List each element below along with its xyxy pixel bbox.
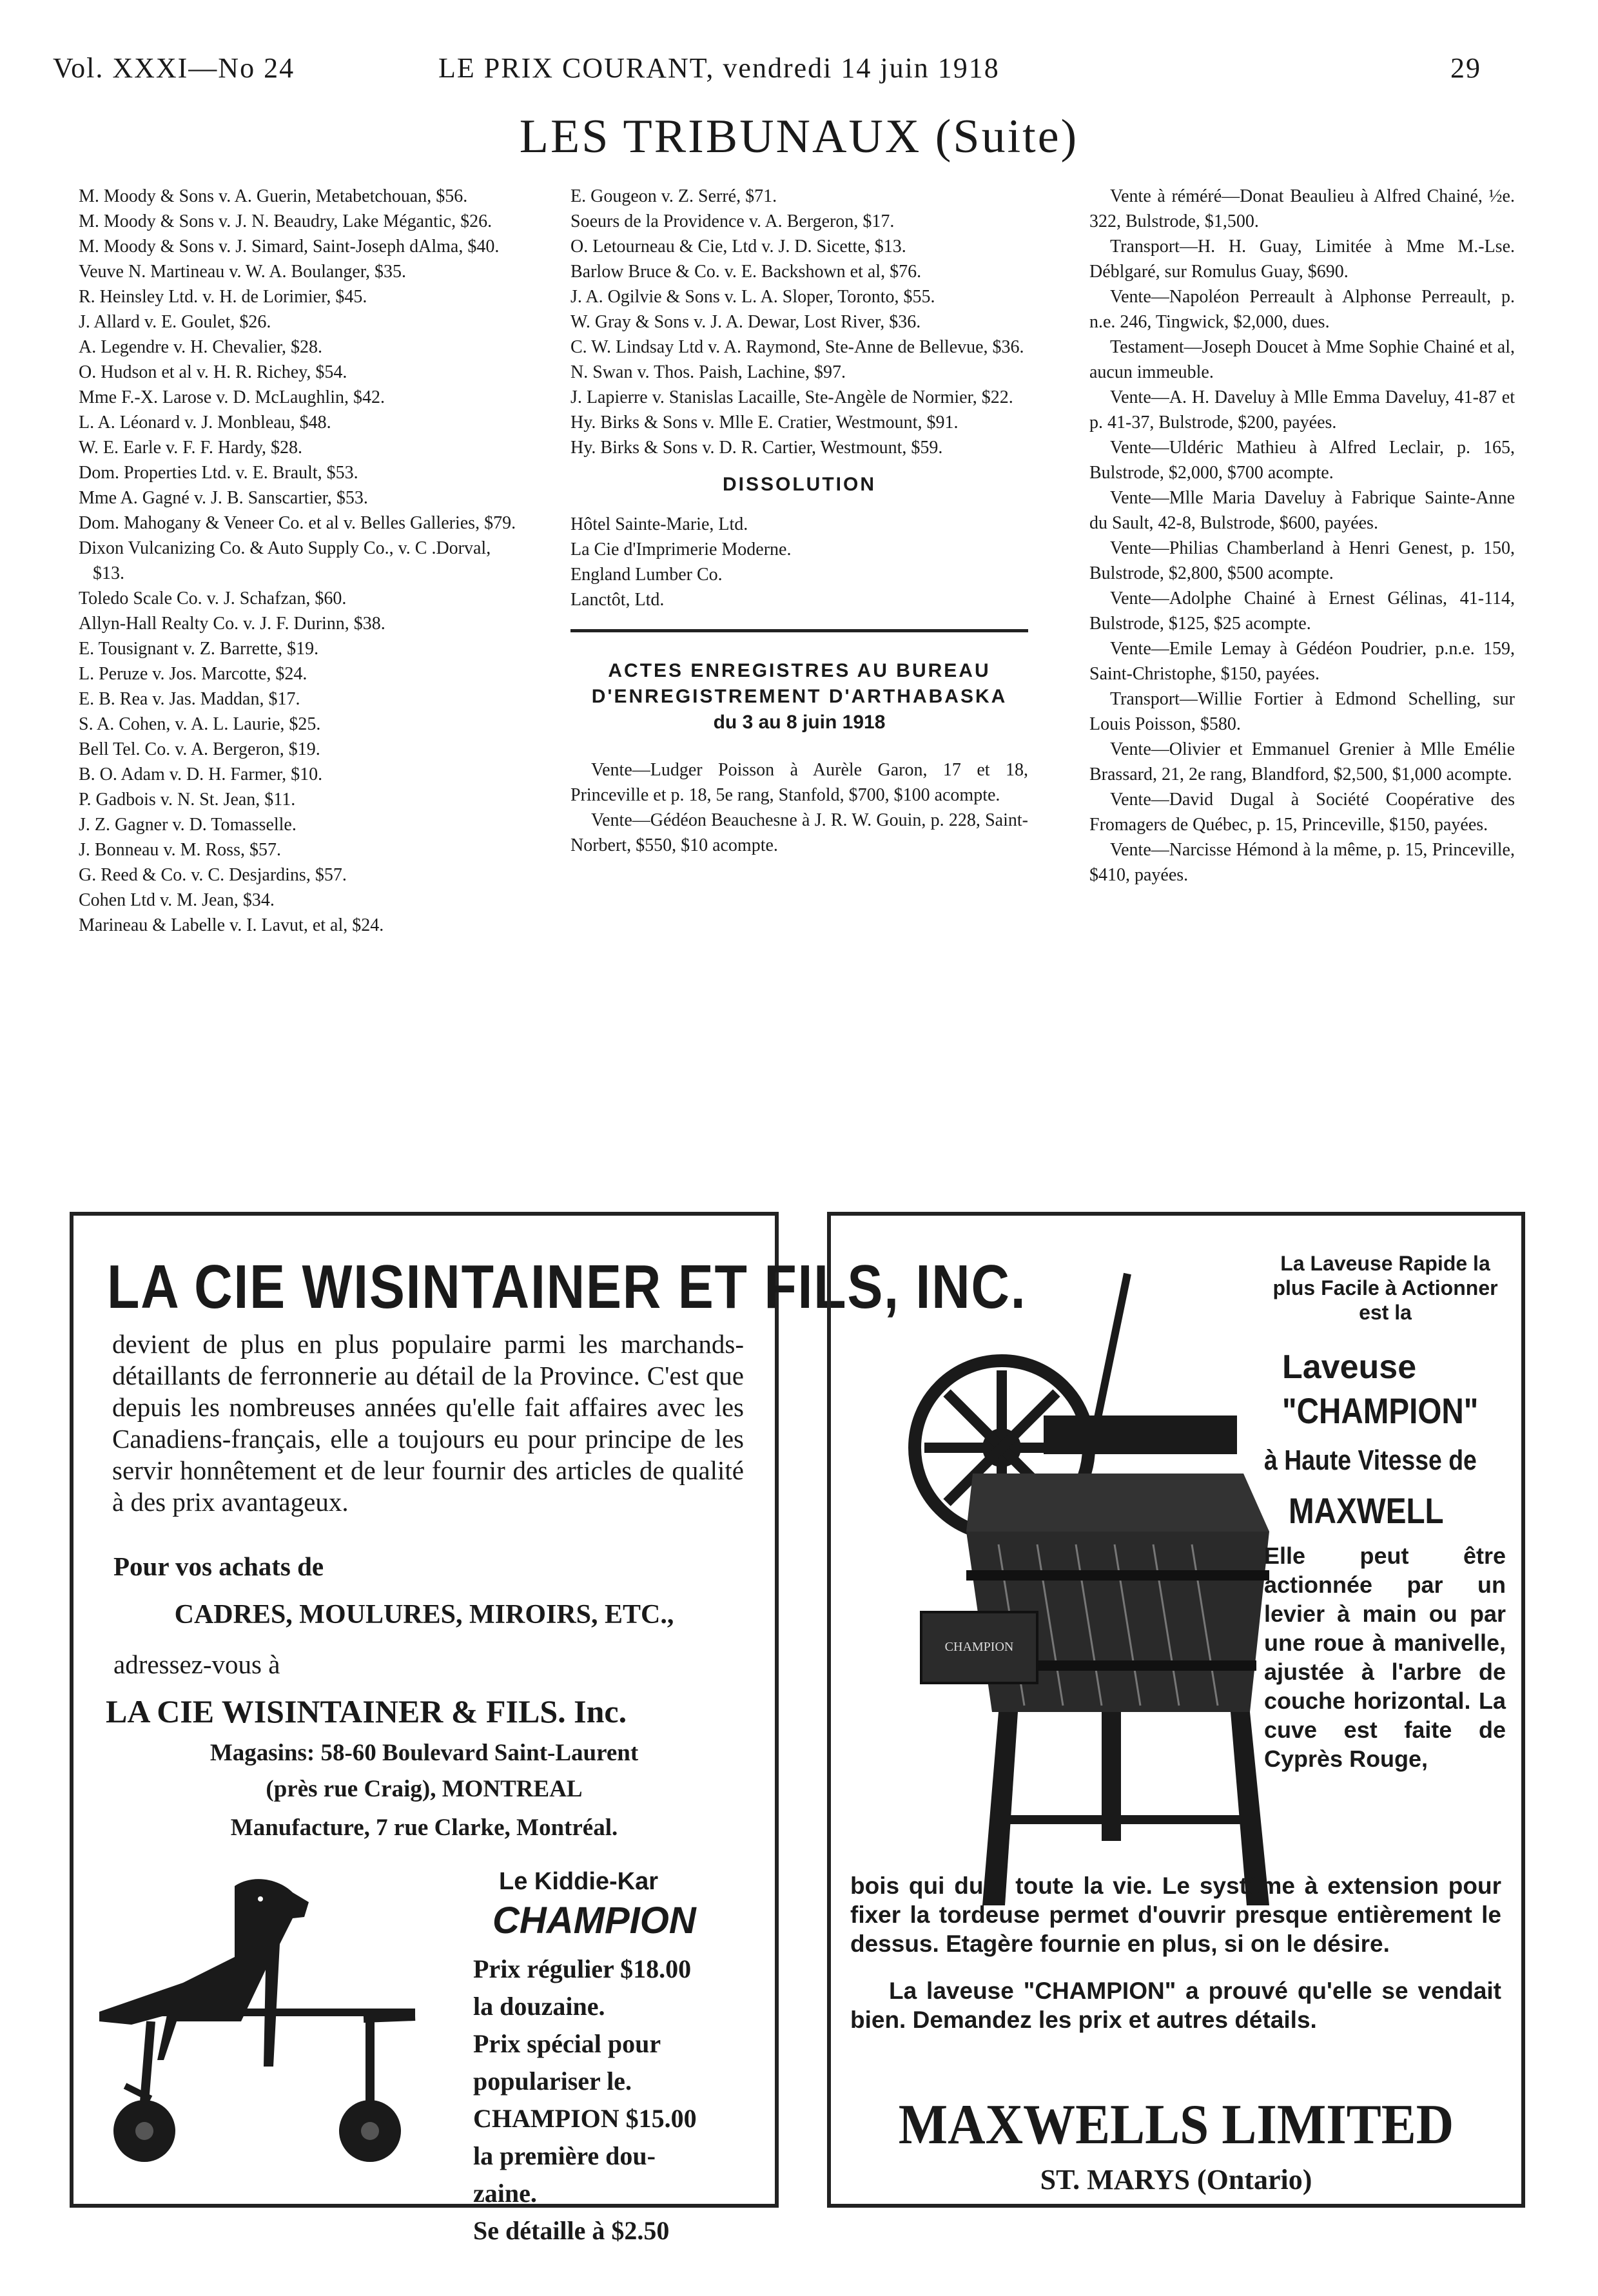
dissolution-entry: Lanctôt, Ltd. <box>570 590 665 610</box>
case-entry: Toledo Scale Co. v. J. Schafzan, $60. <box>79 589 347 608</box>
dissolution-entry: La Cie d'Imprimerie Moderne. <box>570 540 792 559</box>
laveuse-word: Laveuse <box>1282 1348 1417 1386</box>
column-1-cases <box>79 184 517 938</box>
case-entry: B. O. Adam v. D. H. Farmer, $10. <box>79 764 323 784</box>
maxwell-ad <box>827 1212 1525 2208</box>
champion-brand: CHAMPION <box>492 1900 696 1941</box>
description-side: Elle peut être actionnée par un levier à main ou par une roue à manivelle, ajustée à l'arbre de couche horizontal. La cuve est faite de Cyprès Rouge, <box>1264 1542 1506 1772</box>
acte-entry: Vente—Gédéon Beauchesne à J. R. W. Gouin, p. 228, Saint-Norbert, $550, $10 acompte. <box>570 810 1028 855</box>
case-entry: J. Bonneau v. M. Ross, $57. <box>79 840 281 860</box>
maxwell-word: MAXWELL <box>1289 1490 1444 1531</box>
case-entry: J. Lapierre v. Stanislas Lacaille, Ste-Angèle de Normier, $22. <box>570 387 1013 407</box>
case-entry: Dom. Properties Ltd. v. E. Brault, $53. <box>79 463 358 483</box>
wisintainer-ad <box>70 1212 1027 2245</box>
case-entry: Mme F.-X. Larose v. D. McLaughlin, $42. <box>79 387 385 407</box>
case-entry: J. Z. Gagner v. D. Tomasselle. <box>79 815 297 835</box>
case-entry: Hy. Birks & Sons v. D. R. Cartier, Westmount, $59. <box>570 438 943 458</box>
case-entry: Dixon Vulcanizing Co. & Auto Supply Co., v. C .Dorval, $13. <box>79 538 491 583</box>
case-entry: P. Gadbois v. N. St. Jean, $11. <box>79 790 296 810</box>
case-entry: G. Reed & Co. v. C. Desjardins, $57. <box>79 865 347 885</box>
page-title: LES TRIBUNAUX (Suite) <box>519 110 1079 163</box>
column-2 <box>570 184 1028 858</box>
regular-price: Prix régulier $18.00 <box>473 1954 692 1983</box>
popularize: populariser le. <box>473 2067 632 2096</box>
column-3-actes <box>1089 184 1515 888</box>
company-name: LA CIE WISINTAINER & FILS. Inc. <box>106 1693 627 1729</box>
actes-list <box>570 757 1028 858</box>
acte-entry: Vente à réméré—Donat Beaulieu à Alfred Chainé, ½e. 322, Bulstrode, $1,500. <box>1089 186 1515 231</box>
dissolution-entry: Hôtel Sainte-Marie, Ltd. <box>570 514 748 534</box>
ad-headline: LA CIE WISINTAINER ET FILS, INC. <box>107 1252 1027 1321</box>
acte-entry: Vente—Philias Chamberland à Henri Genest, p. 150, Bulstrode, $2,800, $500 acompte. <box>1089 538 1515 583</box>
store-location: (près rue Craig), MONTREAL <box>266 1776 583 1802</box>
kiddie-kar-title: Le Kiddie-Kar <box>499 1868 659 1895</box>
volume-number: Vol. XXXI—No 24 <box>53 52 295 84</box>
acte-entry: Transport—H. H. Guay, Limitée à Mme M.-Lse. Déblgaré, sur Romulus Guay, $690. <box>1089 237 1515 282</box>
dissolution-heading: DISSOLUTION <box>722 474 876 495</box>
company-city: ST. MARYS (Ontario) <box>1040 2164 1312 2195</box>
case-entry: A. Legendre v. H. Chevalier, $28. <box>79 337 323 357</box>
case-entry: Dom. Mahogany & Veneer Co. et al v. Belles Galleries, $79. <box>79 513 516 533</box>
acte-entry: Vente—Olivier et Emmanuel Grenier à Mlle Emélie Brassard, 21, 2e rang, Blandford, $2,500, $1,000 acompte. <box>1089 739 1515 784</box>
actes-dates: du 3 au 8 juin 1918 <box>713 712 886 733</box>
special-price: Prix spécial pour <box>473 2029 661 2058</box>
case-entry: O. Hudson et al v. H. R. Richey, $54. <box>79 362 347 382</box>
case-entry: Cohen Ltd v. M. Jean, $34. <box>79 890 275 910</box>
champion-price: CHAMPION $15.00 <box>473 2104 697 2133</box>
case-entry: J. Allard v. E. Goulet, $26. <box>79 312 271 332</box>
acte-entry: Vente—David Dugal à Société Coopérative des Fromagers de Québec, p. 15, Princeville, $150, payées. <box>1089 790 1515 835</box>
case-entry: J. A. Ogilvie & Sons v. L. A. Sloper, Toronto, $55. <box>570 287 935 307</box>
case-entry: M. Moody & Sons v. A. Guerin, Metabetchouan, $56. <box>79 186 468 206</box>
case-entry: M. Moody & Sons v. J. Simard, Saint-Joseph dAlma, $40. <box>79 237 500 257</box>
drum-label: CHAMPION <box>944 1640 1014 1654</box>
factory-address: Manufacture, 7 rue Clarke, Montréal. <box>230 1814 618 1841</box>
acte-entry: Transport—Willie Fortier à Edmond Schelling, sur Louis Poisson, $580. <box>1089 689 1515 734</box>
product-list: CADRES, MOULURES, MIROIRS, ETC., <box>174 1600 674 1630</box>
haute-vitesse: à Haute Vitesse de <box>1264 1445 1477 1476</box>
acte-entry: Vente—Uldéric Mathieu à Alfred Leclair, p. 165, Bulstrode, $2,000, $700 acompte. <box>1089 438 1515 483</box>
acte-entry: Vente—Narcisse Hémond à la même, p. 15, Princeville, $410, payées. <box>1089 840 1515 885</box>
company-name: MAXWELLS LIMITED <box>898 2094 1454 2156</box>
acte-entry: Vente—Mlle Maria Daveluy à Fabrique Sainte-Anne du Sault, 42-8, Bulstrode, $600, payées. <box>1089 488 1515 533</box>
acte-entry: Testament—Joseph Doucet à Mme Sophie Chainé et al, aucun immeuble. <box>1089 337 1515 382</box>
case-entry: Allyn-Hall Realty Co. v. J. F. Durinn, $38. <box>79 614 385 634</box>
case-entry: Hy. Birks & Sons v. Mlle E. Cratier, Westmount, $91. <box>570 413 959 433</box>
column-2-cases <box>570 184 1028 460</box>
dozen-end: zaine. <box>473 2179 537 2208</box>
page-number: 29 <box>1450 52 1481 84</box>
first-dozen: la première dou- <box>473 2141 656 2170</box>
case-entry: L. Peruze v. Jos. Marcotte, $24. <box>79 664 307 684</box>
description-final: La laveuse "CHAMPION" a prouvé qu'elle se vendait bien. Demandez les prix et autres détails. <box>850 1978 1501 2033</box>
store-address: Magasins: 58-60 Boulevard Saint-Laurent <box>209 1740 639 1766</box>
dissolution-list <box>570 512 1028 612</box>
ad-tagline: La Laveuse Rapide la plus Facile à Actionner est la <box>1272 1252 1498 1324</box>
actes-heading: ACTES ENREGISTRES AU BUREAU D'ENREGISTREMENT D'ARTHABASKA <box>591 660 1008 707</box>
retail-price: Se détaille à $2.50 <box>473 2216 670 2245</box>
case-entry: Soeurs de la Providence v. A. Bergeron, $17. <box>570 211 895 231</box>
case-entry: L. A. Léonard v. J. Monbleau, $48. <box>79 413 331 433</box>
acte-entry: Vente—Napoléon Perreault à Alphonse Perreault, p. n.e. 246, Tingwick, $2,000, dues. <box>1089 287 1515 332</box>
dissolution-entry: England Lumber Co. <box>570 565 723 585</box>
ad-body: devient de plus en plus populaire parmi les marchands-détaillants de ferronnerie au détail de la Province. C'est que depuis les nombreuses années qu'elle fait affaires avec les Canadiens-français, elle a toujours eu pour principe de les servir honnêtement et de leur fournir des articles de qualité à des prix avantageux. <box>112 1329 744 1517</box>
case-entry: M. Moody & Sons v. J. N. Beaudry, Lake Mégantic, $26. <box>79 211 492 231</box>
pour-vos-achats: Pour vos achats de <box>113 1552 324 1581</box>
case-entry: W. E. Earle v. F. F. Hardy, $28. <box>79 438 303 458</box>
per-dozen: la douzaine. <box>473 1992 605 2021</box>
kiddie-kar-pricing <box>473 1951 770 2250</box>
case-entry: W. Gray & Sons v. J. A. Dewar, Lost River, $36. <box>570 312 921 332</box>
case-entry: Mme A. Gagné v. J. B. Sanscartier, $53. <box>79 488 368 508</box>
case-entry: E. Gougeon v. Z. Serré, $71. <box>570 186 777 206</box>
champion-word: "CHAMPION" <box>1282 1390 1479 1431</box>
case-entry: N. Swan v. Thos. Paish, Lachine, $97. <box>570 362 846 382</box>
section-divider <box>570 629 1028 632</box>
case-entry: C. W. Lindsay Ltd v. A. Raymond, Ste-Anne de Bellevue, $36. <box>570 337 1024 357</box>
publication-line: LE PRIX COURANT, vendredi 14 juin 1918 <box>438 52 1000 84</box>
acte-entry: Vente—A. H. Daveluy à Mlle Emma Daveluy, 41-87 et p. 41-37, Bulstrode, $200, payées. <box>1089 387 1515 433</box>
case-entry: Bell Tel. Co. v. A. Bergeron, $19. <box>79 739 320 759</box>
acte-entry: Vente—Emile Lemay à Gédéon Poudrier, p.n.e. 159, Saint-Christophe, $150, payées. <box>1089 639 1515 684</box>
case-entry: E. B. Rea v. Jas. Maddan, $17. <box>79 689 300 709</box>
case-entry: Barlow Bruce & Co. v. E. Backshown et al, $76. <box>570 262 922 282</box>
case-entry: Marineau & Labelle v. I. Lavut, et al, $24. <box>79 915 384 935</box>
case-entry: O. Letourneau & Cie, Ltd v. J. D. Sicette, $13. <box>570 237 906 257</box>
case-entry: E. Tousignant v. Z. Barrette, $19. <box>79 639 319 659</box>
case-entry: R. Heinsley Ltd. v. H. de Lorimier, $45. <box>79 287 367 307</box>
acte-entry: Vente—Ludger Poisson à Aurèle Garon, 17 et 18, Princeville et p. 18, 5e rang, Stanfold, $700, $100 acompte. <box>570 760 1028 805</box>
description-full: bois qui dure toute la vie. Le système à extension pour fixer la tordeuse permet d'ouvrir presque entièrement le dessus. Etagère fournie en plus, si on le désire. <box>850 1873 1501 1957</box>
case-entry: Veuve N. Martineau v. W. A. Boulanger, $35. <box>79 262 406 282</box>
acte-entry: Vente—Adolphe Chainé à Ernest Gélinas, 41-114, Bulstrode, $125, $25 acompte. <box>1089 589 1515 634</box>
adressez-vous: adressez-vous à <box>113 1649 280 1679</box>
case-entry: S. A. Cohen, v. A. L. Laurie, $25. <box>79 714 321 734</box>
